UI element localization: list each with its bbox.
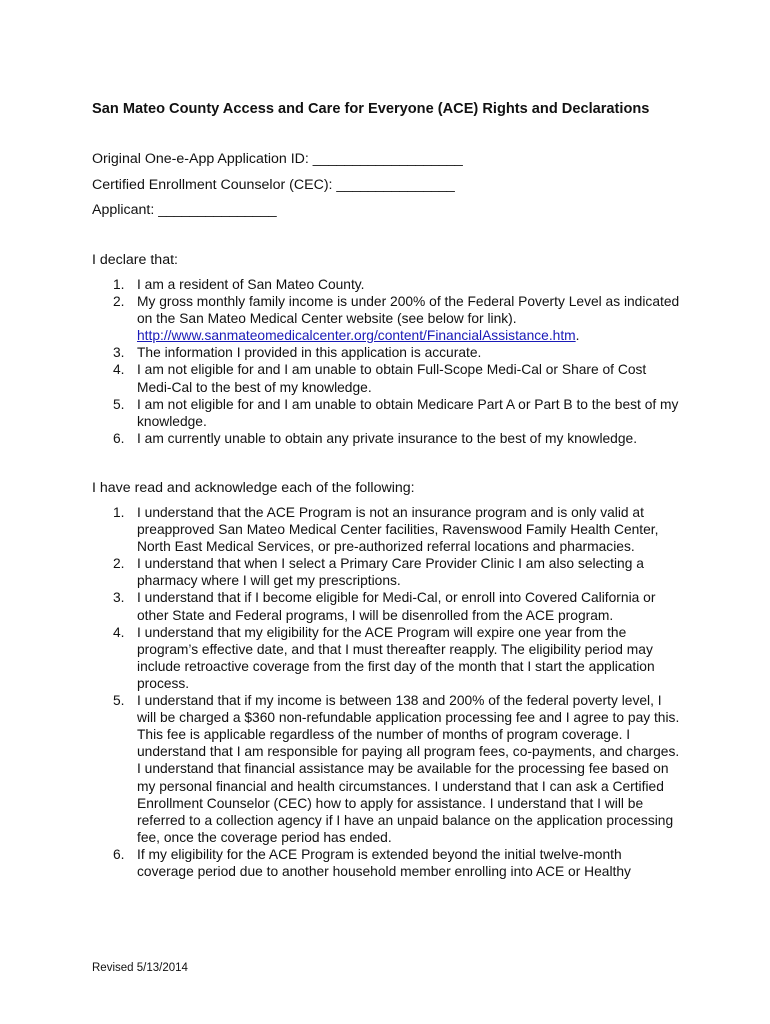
acknowledgement-item [0, 555, 680, 589]
item-number: 2. [113, 556, 125, 572]
item-number: 1. [113, 505, 125, 520]
item-text: I understand that the ACE Program is not an insurance program and is only valid at preapproved San Mateo Medical Center facilities, Ravenswood Family Health Center, North East Medical Services, or pre-authorized referral locations and pharmacies. [137, 505, 659, 555]
item-number: 6. [113, 430, 125, 446]
financial-assistance-link[interactable]: http://www.sanmateomedicalcenter.org/content/FinancialAssistance.htm [137, 328, 576, 344]
declaration-item [0, 361, 680, 395]
item-text: I understand that my eligibility for the ACE Program will expire one year from the program’s effective date, and that I must thereafter reapply. The eligibility period may include retroactive coverage from the first day of the month that I start the application process. [137, 624, 655, 691]
item-number: 4. [113, 624, 125, 640]
item-text: I understand that if my income is between 138 and 200% of the federal poverty level, I will be charged a $360 non-refundable application processing fee and I agree to pay this. This fee is applicable regardless of the number of months of program coverage. I understand that I am responsible for paying all program fees, co-payments, and charges. I understand that financial assistance may be available for the processing fee based on my personal financial and health circumstances. I understand that I can ask a Certified Enrollment Counselor (CEC) how to apply for assistance. I understand that I will be referred to a collection agency if I have an unpaid balance on the application processing fee, once the coverage period has ended. [137, 693, 680, 845]
item-text: I understand that if I become eligible for Medi-Cal, or enroll into Covered California or other State and Federal programs, I will be disenrolled from the ACE program. [137, 590, 656, 623]
acknowledge-intro: I have read and acknowledge each of the following: [92, 480, 415, 496]
item-text: I am not eligible for and I am unable to obtain Full-Scope Medi-Cal or Share of Cost Medi-Cal to the best of my knowledge. [137, 362, 647, 395]
item-number: 3. [113, 345, 125, 361]
link-period: . [575, 328, 580, 344]
acknowledgement-item [0, 846, 680, 880]
item-number: 6. [113, 846, 125, 862]
item-number: 5. [113, 396, 125, 412]
item-number: 1. [113, 277, 125, 292]
application-id-field: Original One-e-App Application ID: ___________________ [92, 151, 463, 167]
item-text: I am a resident of San Mateo County. [137, 277, 365, 292]
item-number: 2. [113, 294, 125, 310]
item-number: 3. [113, 590, 125, 606]
declaration-item [0, 430, 680, 447]
declaration-list [0, 276, 680, 447]
acknowledgement-item [0, 504, 680, 555]
item-number: 5. [113, 693, 125, 709]
acknowledgement-item [0, 692, 680, 846]
item-number: 4. [113, 362, 125, 378]
applicant-field: Applicant: _______________ [92, 202, 277, 218]
declaration-item [0, 396, 680, 430]
cec-field: Certified Enrollment Counselor (CEC): _______________ [92, 177, 455, 193]
declare-intro: I declare that: [92, 252, 178, 268]
item-text: I understand that when I select a Primary Care Provider Clinic I am also selecting a pharmacy where I will get my prescriptions. [137, 556, 644, 589]
acknowledgement-item [0, 589, 680, 623]
acknowledgement-item [0, 624, 680, 692]
item-text: I am not eligible for and I am unable to obtain Medicare Part A or Part B to the best of my knowledge. [137, 396, 679, 429]
item-text: I am currently unable to obtain any private insurance to the best of my knowledge. [137, 430, 638, 446]
item-text: If my eligibility for the ACE Program is extended beyond the initial twelve-month coverage period due to another household member enrolling into ACE or Healthy [137, 846, 631, 879]
item-text: My gross monthly family income is under 200% of the Federal Poverty Level as indicated on the San Mateo Medical Center website (see below for link). [137, 294, 680, 327]
declaration-item [0, 276, 680, 293]
declaration-item [0, 344, 680, 361]
revision-date: Revised 5/13/2014 [92, 962, 188, 974]
item-text: The information I provided in this application is accurate. [137, 345, 482, 361]
acknowledgement-list [0, 504, 680, 880]
document-title: San Mateo County Access and Care for Everyone (ACE) Rights and Declarations [92, 101, 650, 117]
declaration-item [0, 293, 680, 344]
